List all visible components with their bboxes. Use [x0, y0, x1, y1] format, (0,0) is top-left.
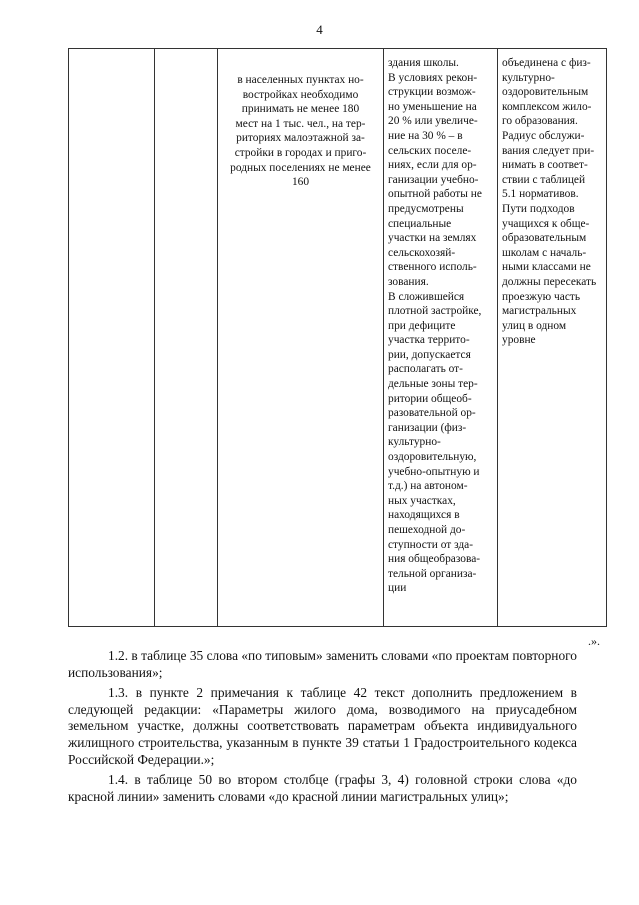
- text-line: В условиях рекон-: [388, 71, 478, 84]
- text-line: ступности от зда-: [388, 538, 474, 551]
- table-cell-notes: [384, 49, 498, 627]
- text-line: объединена с физ-: [502, 57, 591, 69]
- text-line: риториях малоэтажной за-: [236, 132, 365, 145]
- text-line: зования.: [388, 275, 429, 288]
- text-line: сельскохозяй-: [388, 246, 456, 259]
- text-line: рии, допускается: [388, 348, 471, 361]
- text-line: В сложившейся: [388, 290, 465, 303]
- text-line: комплексом жило-: [502, 100, 592, 113]
- params-text: [498, 49, 606, 348]
- text-line: струкции возмож-: [388, 86, 476, 99]
- text-line: находящихся в: [388, 509, 460, 522]
- text-line: разовательной ор-: [388, 407, 476, 420]
- text-line: 5.1 нормативов.: [502, 188, 579, 201]
- text-line: магистральных: [502, 305, 577, 318]
- text-line: родных поселениях не менее: [230, 161, 371, 174]
- text-line: ганизации (физ-: [388, 421, 467, 434]
- text-line: участки на землях: [388, 232, 477, 245]
- text-line: востройках необходимо: [242, 88, 359, 101]
- text-line: 160: [291, 176, 310, 189]
- table-cell-norm: [218, 49, 384, 627]
- text-line: ных участках,: [388, 494, 456, 507]
- text-line: принимать не менее 180: [241, 103, 360, 116]
- table-cell-params: [498, 49, 607, 627]
- text-line: ственного исполь-: [388, 261, 477, 274]
- table-cell-empty-2: [155, 49, 218, 627]
- text-line: ствии с таблицей: [502, 173, 586, 186]
- regulation-table: [68, 48, 607, 627]
- text-line: образовательным: [502, 232, 587, 245]
- text-line: при дефиците: [388, 319, 456, 332]
- text-line: плотной застройке,: [388, 305, 482, 318]
- text-line: Радиус обслужи-: [502, 129, 585, 142]
- text-line: ганизации учебно-: [388, 173, 479, 186]
- text-line: т.д.) на автоном-: [388, 480, 468, 493]
- table-cell-empty-1: [69, 49, 155, 627]
- text-line: культурно-: [388, 436, 441, 449]
- text-line: учебно-опытную и: [388, 465, 480, 478]
- text-line: пешеходной до-: [388, 524, 466, 536]
- paragraph-1-3: 1.3. в пункте 2 примечания к таблице 42 текст дополнить предложением в следующей редакции: «Параметры жилого дома, возводимого на приусадебном земельном участке, должны соответствовать параметрам объекта индивидуального жилищного строительства, указанным в пункте 39 статьи 1 Градостроительного кодекса Российской Федерации.»;: [68, 685, 577, 767]
- text-line: ния общеобразова-: [388, 553, 481, 566]
- paragraph-1-4: 1.4. в таблице 50 во втором столбце (графы 3, 4) головной строки слова «до красной линии» заменить словами «до красной линии магистральных улиц»;: [68, 772, 577, 804]
- text-line: 20 % или увеличе-: [388, 115, 478, 128]
- text-line: ными классами не: [502, 261, 591, 274]
- text-line: специальные: [388, 217, 452, 230]
- text-line: тельной организа-: [388, 567, 477, 580]
- text-line: культурно-: [502, 71, 555, 84]
- text-line: должны пересекать: [502, 275, 597, 288]
- text-line: школам с началь-: [502, 246, 587, 259]
- text-line: учащихся к обще-: [502, 217, 590, 230]
- text-line: в населенных пунктах но-: [237, 74, 364, 86]
- amendment-paragraphs: [68, 648, 577, 809]
- text-line: здания школы.: [388, 57, 459, 69]
- text-line: располагать от-: [388, 363, 463, 376]
- text-line: опытной работы не: [388, 188, 482, 201]
- text-line: улиц в одном: [502, 319, 567, 332]
- paragraph-1-2: 1.2. в таблице 35 слова «по типовым» заменить словами «по проектам повторного использования»;: [68, 648, 577, 680]
- text-line: ции: [388, 582, 407, 595]
- text-line: нимать в соответ-: [502, 159, 588, 172]
- table-row: [69, 49, 607, 627]
- text-line: участка террито-: [388, 334, 470, 347]
- text-line: мест на 1 тыс. чел., на тер-: [235, 117, 366, 130]
- text-line: предусмотрены: [388, 202, 464, 215]
- text-line: го образования.: [502, 115, 578, 128]
- text-line: но уменьшение на: [388, 100, 477, 113]
- norm-text: [218, 73, 383, 190]
- notes-text: [384, 49, 497, 596]
- text-line: проезжую часть: [502, 290, 581, 303]
- text-line: оздоровительную,: [388, 451, 477, 464]
- text-line: ритории общеоб-: [388, 392, 472, 405]
- page-number: 4: [316, 22, 323, 37]
- text-line: Пути подходов: [502, 202, 575, 215]
- text-line: сельских поселе-: [388, 144, 472, 157]
- text-line: дельные зоны тер-: [388, 378, 478, 391]
- text-line: вания следует при-: [502, 144, 595, 157]
- text-line: оздоровительным: [502, 86, 589, 99]
- text-line: ние на 30 % – в: [388, 129, 463, 142]
- text-line: уровне: [502, 334, 536, 347]
- quote-end-mark: .».: [588, 634, 600, 648]
- text-line: стройки в городах и приго-: [234, 146, 367, 159]
- text-line: ниях, если для ор-: [388, 159, 477, 172]
